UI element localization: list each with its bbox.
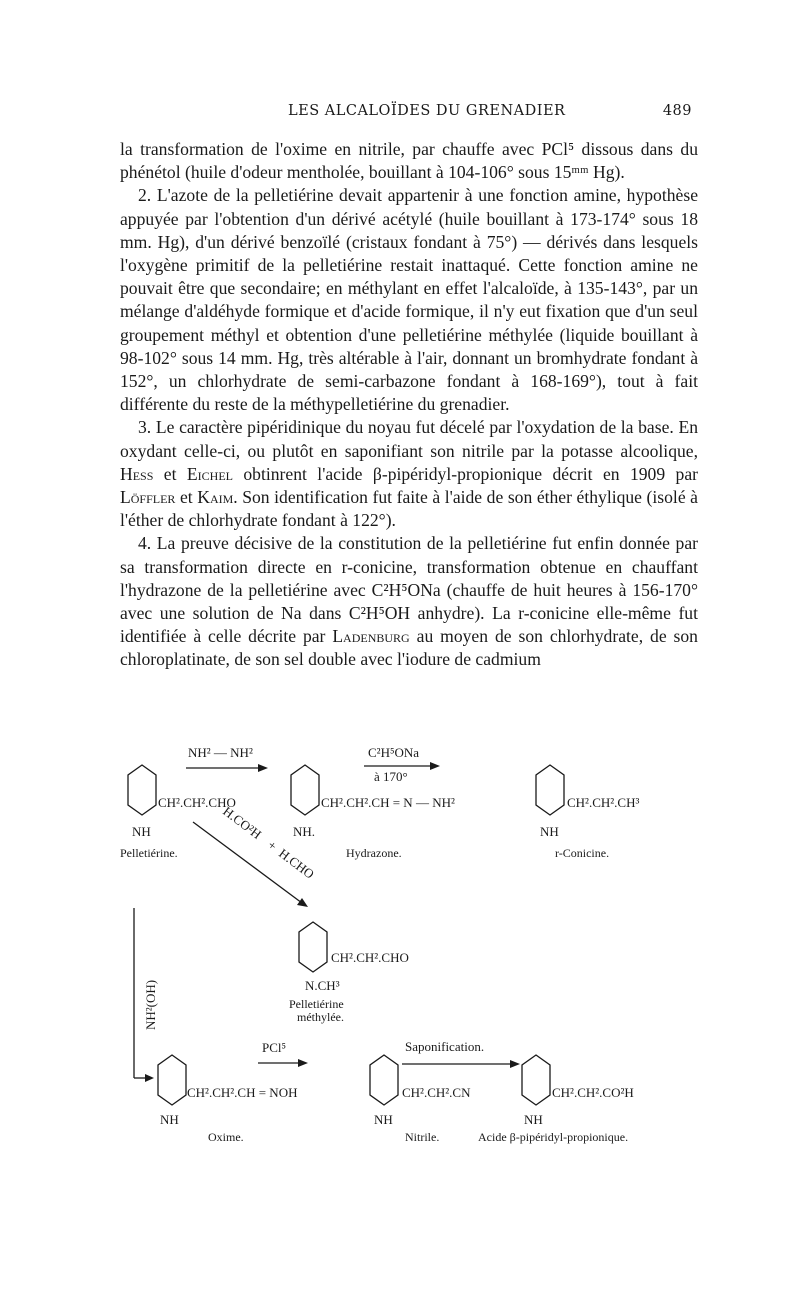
hydrazone-label: Hydrazone. <box>346 846 402 860</box>
methylpelletierine-structure <box>289 922 409 1024</box>
ethoxide-reagent: C²H⁵ONa <box>368 745 420 760</box>
arrow-pcl5 <box>258 1040 308 1067</box>
hydrazone-structure <box>291 765 455 860</box>
plus-sign: + <box>264 837 280 854</box>
pcl5-reagent: PCl⁵ <box>262 1040 287 1055</box>
paragraph-4-text: 4. La preuve décisive de la constitution de la pelletiérine fut enfin donnée par sa transformation directe en r-conicine, transformation obtenue en chauffant l'hydrazone de la pelletiérine avec C²H⁵ONa (chauffe de huit heures à 156-170° avec une solution de Na dans C²H⁵OH anhydre). La r-conicine elle-même fut identifiée à celle décrite par <box>120 533 698 647</box>
hydroxylamine-reagent: NH²(OH) <box>143 979 158 1030</box>
methylpelletierine-label-2: méthylée. <box>297 1010 344 1024</box>
conicine-ring <box>536 765 564 815</box>
temperature-label: à 170° <box>374 769 408 784</box>
arrow-head <box>258 764 268 772</box>
arrow-head <box>145 1074 154 1082</box>
arrow-methylation <box>193 803 317 907</box>
acid-ring <box>522 1055 550 1105</box>
nitrile-ring <box>370 1055 398 1105</box>
formic-acid-reagent: H.CO²H <box>220 803 265 842</box>
author-loffler: Löffler <box>120 487 176 508</box>
paragraph-2: 2. L'azote de la pelletiérine devait appartenir à une fonction amine, hypothèse appuyée par l'obtention d'un dérivé acétylé (huile bouillant à 173-174° sous 18 mm. Hg), d'un dérivé benzoïlé (cristaux fondant à 75°) — dérivés dans lesquels l'oxygène primitif de la pelletiérine restait inattaqué. Cette fonction amine ne pouvait être que secondaire; en méthylant en effet l'alcaloïde, à 135-143°, par un mélange d'aldéhyde formique et d'acide formique, il n'y eut fixation que d'un seul groupement méthyl et obtention d'une pelletiérine méthylée (liquide bouillant à 98-102° sous 14 mm. Hg, très altérable à l'air, donnant un bromhydrate fondant à 152°, un chlorhydrate de semi-carbazone fondant à 168-169°), tout à fait différente du reste de la méthypelletiérine du grenadier. <box>120 185 698 415</box>
hydrazine-reagent: NH² — NH² <box>188 745 253 760</box>
pelletierine-ring <box>128 765 156 815</box>
hydrazone-substituent: CH².CH².CH = N — NH² <box>321 795 455 810</box>
paragraph-3-text: 3. Le caractère pipéridinique du noyau fut décelé par l'oxydation de la base. En oxydant celle-ci, ou plutôt en saponifiant son nitrile par la potasse alcoolique, <box>120 417 698 461</box>
nitrile-label: Nitrile. <box>405 1130 440 1144</box>
methylpelletierine-ring <box>299 922 327 972</box>
conicine-label: r-Conicine. <box>555 846 610 860</box>
arrow-hydroxylamine <box>134 908 158 1082</box>
formaldehyde-reagent: H.CHO <box>276 845 318 882</box>
methylpelletierine-n: N.CH³ <box>305 978 340 993</box>
paragraph-3-text: obtinrent l'acide β-pipéridyl-propionique décrit en 1909 par <box>232 463 699 484</box>
author-kaim: Kaim <box>197 487 234 508</box>
pelletierine-label: Pelletiérine. <box>120 846 178 860</box>
conjunction: et <box>153 463 187 484</box>
oxime-nh: NH <box>160 1112 179 1127</box>
running-title: LES ALCALOÏDES DU GRENADIER <box>288 103 566 119</box>
author-ladenburg: Ladenburg <box>332 626 410 647</box>
acid-label: Acide β-pipéridyl-propionique. <box>478 1130 629 1144</box>
acid-substituent: CH².CH².CO²H <box>552 1085 634 1100</box>
hydrazone-ring <box>291 765 319 815</box>
paragraph-3-text: . Son identification fut faite à l'aide de son éther éthylique (isolé à l'éther de chlorhydrate fondant à 122°). <box>120 487 698 531</box>
arrow-head <box>298 1059 308 1067</box>
arrow-saponification <box>402 1039 520 1068</box>
conicine-substituent: CH².CH².CH³ <box>567 795 640 810</box>
methylpelletierine-label-1: Pelletiérine <box>289 997 344 1011</box>
pelletierine-substituent: CH².CH².CHO <box>158 795 236 810</box>
conjunction: et <box>175 487 198 508</box>
author-hess: Hess <box>120 463 154 484</box>
arrow-head <box>430 762 440 770</box>
nitrile-substituent: CH².CH².CN <box>402 1085 471 1100</box>
hydrazone-nh: NH. <box>293 824 316 839</box>
conicine-structure <box>536 765 639 860</box>
methylpelletierine-substituent: CH².CH².CHO <box>331 950 409 965</box>
page-number: 489 <box>662 103 692 119</box>
oxime-substituent: CH².CH².CH = NOH <box>187 1085 298 1100</box>
nitrile-nh: NH <box>374 1112 393 1127</box>
oxime-label: Oxime. <box>208 1130 244 1144</box>
acid-structure <box>478 1055 634 1144</box>
arrow-head <box>510 1060 520 1068</box>
oxime-structure <box>158 1055 297 1144</box>
saponification-reagent: Saponification. <box>405 1039 485 1054</box>
pelletierine-structure <box>120 765 236 860</box>
acid-nh: NH <box>524 1112 543 1127</box>
oxime-ring <box>158 1055 186 1105</box>
paragraph-4-text: au moyen de son chlorhydrate, de son chloroplatinate, de son sel double avec l'iodure de cadmium <box>120 626 698 670</box>
author-eichel: Eichel <box>186 463 233 484</box>
arrow-hydrazine <box>186 745 268 772</box>
arrow-ethoxide <box>364 745 440 784</box>
arrow-head <box>297 898 308 907</box>
nitrile-structure <box>370 1055 471 1144</box>
pelletierine-nh: NH <box>132 824 151 839</box>
conicine-nh: NH <box>540 824 559 839</box>
paragraph-1: la transformation de l'oxime en nitrile, par chauffe avec PCl⁵ dissous dans du phénétol (huile d'odeur mentholée, bouillant à 104-106° sous 15ᵐᵐ Hg). <box>120 139 698 183</box>
